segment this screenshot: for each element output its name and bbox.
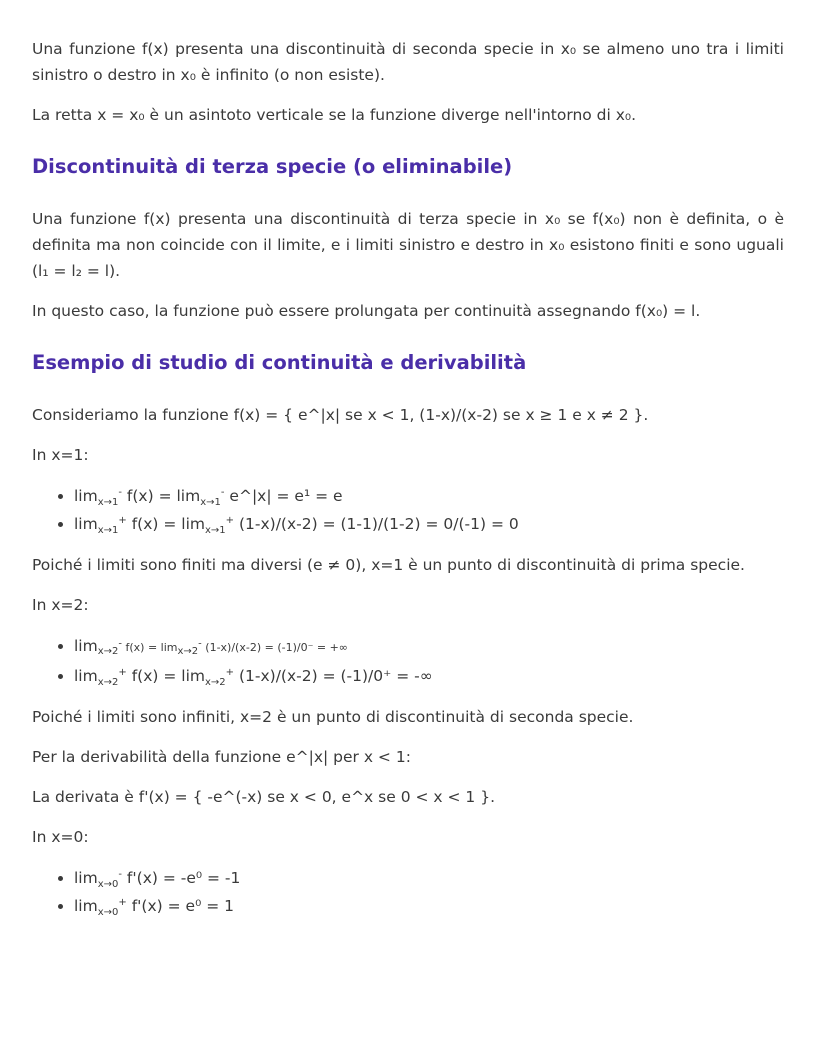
list-item: • $\lim_{x\to 1}^- f(x) = \lim_{x\to 1}^-$ e^|x| = e¹ = e — [74, 482, 784, 510]
list-item: • $\lim_{x\to 0}^- f'(x) = -e^0 = -1$ — [74, 864, 784, 892]
paragraph: In questo caso, la funzione può essere prolungata per continuità assegnando f(x₀) = l. — [32, 302, 701, 320]
limit-list — [32, 632, 784, 690]
paragraph: In x=2: — [32, 596, 89, 614]
section-heading: Discontinuità di terza specie (o eliminabile) — [32, 155, 513, 178]
section-heading: Esempio di studio di continuità e derivabilità — [32, 351, 527, 374]
paragraph: La retta x = x₀ è un asintoto verticale se la funzione diverge nell'intorno di x₀. — [32, 106, 637, 124]
limit-list — [32, 864, 784, 920]
list-item: • $\lim_{x\to 1}^+ f(x) = \lim_{x\to 1}^+ (1-x)/(x-2) = (1-1)/(1-2) = 0/(-1) = 0$ — [74, 510, 784, 538]
list-item: • $\lim_{x\to 2}^- f(x) = \lim_{x\to 2}^- (1-x)/(x-2) = (-1)/0^-$ = +∞ — [74, 632, 784, 662]
paragraph: Una funzione f(x) presenta una discontinuità di terza specie in x₀ se f(x₀) non è definita, o è definita ma non coincide con il limite, e i limiti sinistro e destro in x₀ esistono finiti e sono uguali (l₁ = l₂ = l). — [32, 210, 784, 280]
list-item: • $\lim_{x\to 0}^+ f'(x) = e^0 = 1$ — [74, 892, 784, 920]
list-item: • $\lim_{x\to 2}^+ f(x) = \lim_{x\to 2}^+ (1-x)/(x-2) = (-1)/0^+$ = -∞ — [74, 662, 784, 690]
paragraph: In x=1: — [32, 446, 89, 464]
paragraph: In x=0: — [32, 828, 89, 846]
paragraph: Consideriamo la funzione f(x) = { e^|x| se x < 1, (1-x)/(x-2) se x ≥ 1 e x ≠ 2 }. — [32, 406, 649, 424]
paragraph: Per la derivabilità della funzione e^|x| per x < 1: — [32, 748, 411, 766]
limit-list — [32, 482, 784, 538]
paragraph: Poiché i limiti sono finiti ma diversi (e ≠ 0), x=1 è un punto di discontinuità di prima specie. — [32, 556, 745, 574]
paragraph: Una funzione f(x) presenta una discontinuità di seconda specie in x₀ se almeno uno tra i limiti sinistro o destro in x₀ è infinito (o non esiste). — [32, 40, 784, 84]
paragraph: La derivata è f'(x) = { -e^(-x) se x < 0, e^x se 0 < x < 1 }. — [32, 788, 495, 806]
paragraph: Poiché i limiti sono infiniti, x=2 è un punto di discontinuità di seconda specie. — [32, 708, 634, 726]
